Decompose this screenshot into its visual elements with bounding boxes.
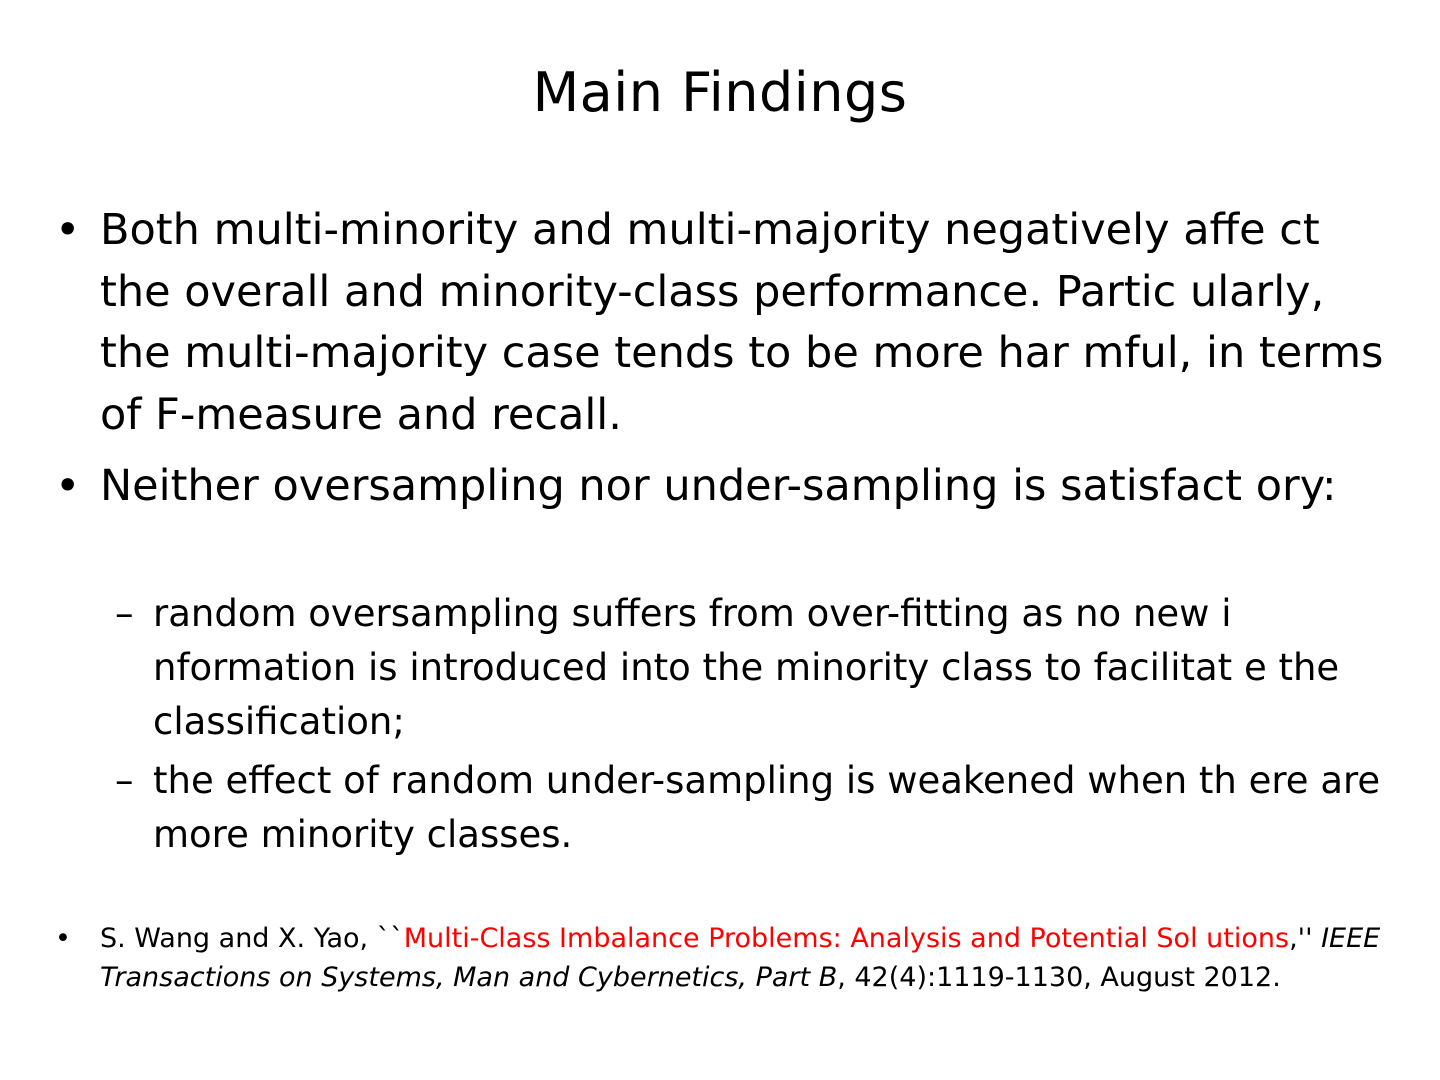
sub-bullet-text: random oversampling suffers from over-fitting as no new i nformation is introduced into the minority class to facilitat e the classification;: [153, 592, 1340, 743]
reference-marker: •: [55, 923, 71, 954]
reference-text: [100, 919, 1400, 997]
sub-bullet-item: [115, 754, 1405, 862]
reference-authors: S. Wang and X. Yao, ``: [100, 923, 404, 954]
bullet-marker: •: [55, 205, 81, 255]
reference-closing-quote: ,'': [1289, 923, 1322, 954]
bullet-item: [55, 456, 1400, 518]
sub-bullet-marker: –: [115, 592, 134, 635]
reference-journal: IEEE Transactions on Systems, Man and Cybernetics, Part B: [100, 923, 1381, 993]
reference-item: [55, 919, 1400, 997]
slide-title: Main Findings: [532, 61, 908, 124]
sub-bullet-text: the effect of random under-sampling is weakened when th ere are more minority classes.: [153, 759, 1381, 856]
bullet-text: Both multi-minority and multi-majority negatively affe ct the overall and minority-class performance. Partic ularly, the multi-majority case tends to be more har mful, in terms of F-measure and recall.: [100, 205, 1384, 440]
reference-paper-title: Multi-Class Imbalance Problems: Analysis and Potential Sol utions: [403, 923, 1290, 954]
reference-details: , 42(4):1119-1130, August 2012.: [837, 962, 1281, 993]
bullet-marker: •: [55, 461, 81, 511]
sub-bullet-marker: –: [115, 759, 134, 802]
sub-bullet-item: [115, 587, 1405, 749]
bullet-text: Neither oversampling nor under-sampling is satisfact ory:: [100, 461, 1337, 511]
bullet-item: [55, 200, 1400, 446]
